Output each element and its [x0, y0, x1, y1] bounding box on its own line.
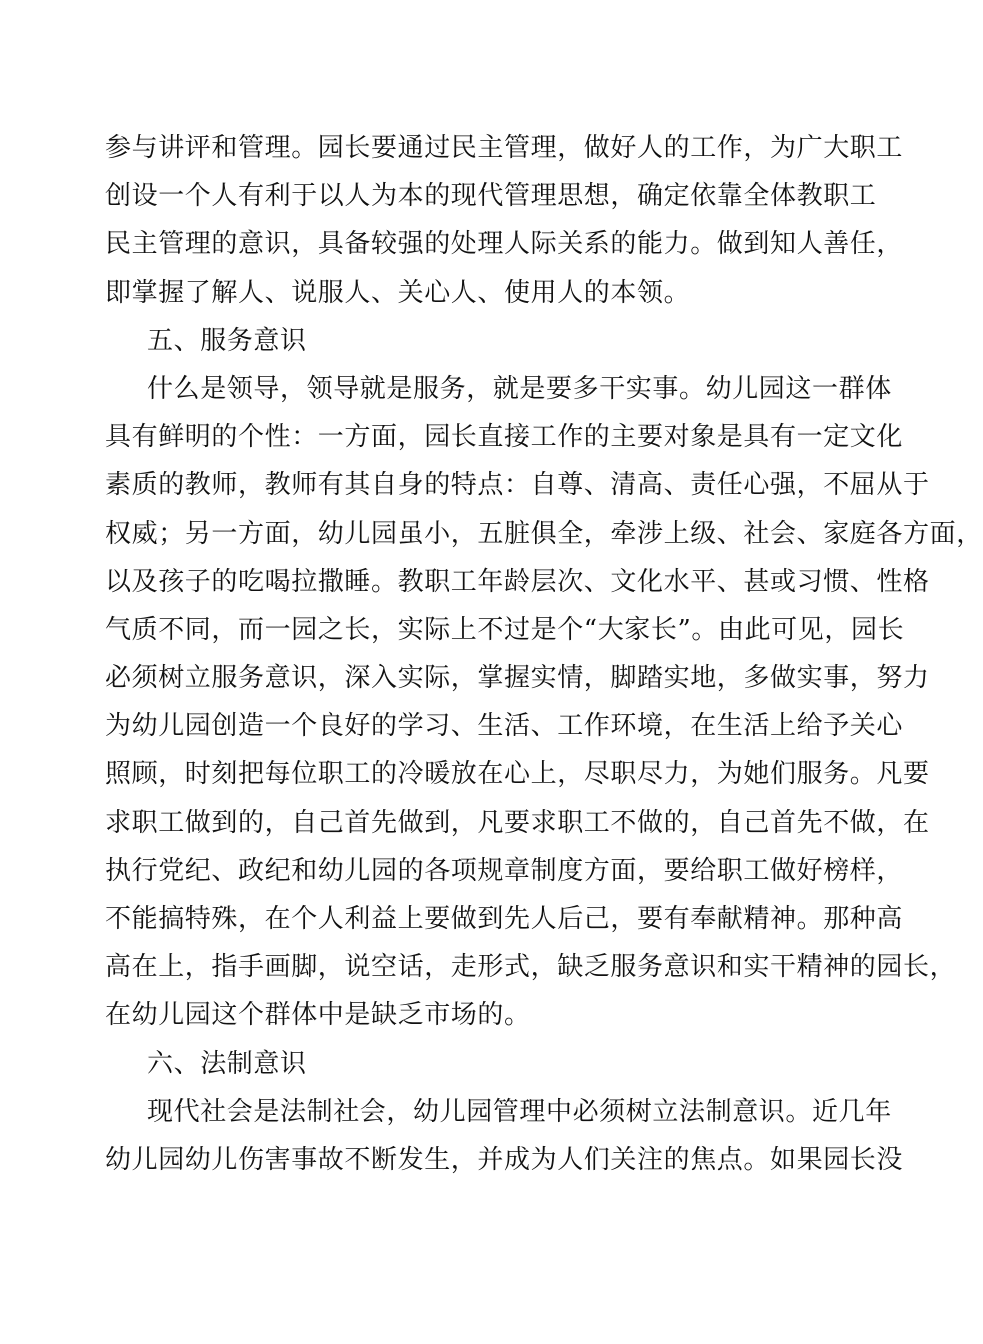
text-line: 民主管理的意识，具备较强的处理人际关系的能力。做到知人善任， — [105, 229, 904, 260]
text-line: 气质不同，而一园之长，实际上不过是个“大家长”。由此可见，园长 — [105, 614, 905, 645]
text-line: 即掌握了解人、说服人、关心人、使用人的本领。 — [105, 277, 691, 308]
text-line: 具有鲜明的个性：一方面，园长直接工作的主要对象是具有一定文化 — [105, 422, 904, 453]
text-line: 幼儿园幼儿伤害事故不断发生，并成为人们关注的焦点。如果园长没 — [105, 1144, 904, 1175]
text-line: 为幼儿园创造一个良好的学习、生活、工作环境，在生活上给予关心 — [105, 711, 904, 742]
text-line: 求职工做到的，自己首先做到，凡要求职工不做的，自己首先不做，在 — [105, 807, 930, 838]
text-line: 权威；另一方面，幼儿园虽小，五脏俱全，牵涉上级、社会、家庭各方面， — [105, 518, 983, 549]
text-line: 不能搞特殊，在个人利益上要做到先人后己，要有奉献精神。那种高 — [105, 904, 904, 934]
text-line: 现代社会是法制社会，幼儿园管理中必须树立法制意识。近几年 — [147, 1096, 892, 1127]
text-line: 必须树立服务意识，深入实际，掌握实情，脚踏实地，多做实事，努力 — [105, 663, 930, 694]
text-line: 执行党纪、政纪和幼儿园的各项规章制度方面，要给职工做好榜样， — [105, 855, 904, 886]
text-line: 在幼儿园这个群体中是缺乏市场的。 — [105, 1000, 531, 1031]
section-heading: 六、法制意识 — [147, 1048, 307, 1079]
text-line: 高在上，指手画脚，说空话，走形式，缺乏服务意识和实干精神的园长， — [105, 952, 957, 983]
text-line: 什么是领导，领导就是服务，就是要多干实事。幼儿园这一群体 — [147, 373, 892, 404]
text-line: 参与讲评和管理。园长要通过民主管理，做好人的工作，为广大职工 — [105, 133, 904, 163]
text-line: 以及孩子的吃喝拉撒睡。教职工年龄层次、文化水平、甚或习惯、性格 — [105, 566, 930, 597]
document-page — [105, 124, 983, 1184]
text-line: 创设一个人有利于以人为本的现代管理思想，确定依靠全体教职工 — [105, 181, 877, 212]
text-line: 照顾，时刻把每位职工的冷暖放在心上，尽职尽力，为她们服务。凡要 — [105, 759, 930, 790]
text-line: 素质的教师，教师有其自身的特点：自尊、清高、责任心强，不屈从于 — [105, 470, 930, 501]
section-heading: 五、服务意识 — [147, 325, 307, 356]
